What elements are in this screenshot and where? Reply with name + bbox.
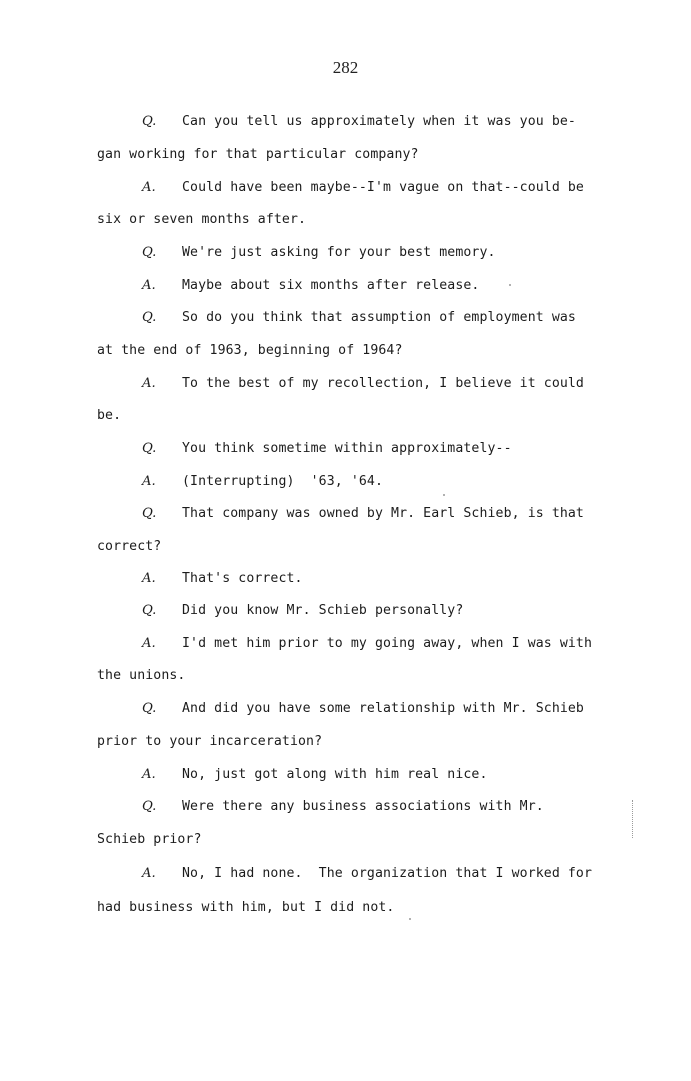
question-label: Q. [142,603,157,618]
answer-label: A. [142,474,156,489]
answer-label: A. [142,571,156,586]
answer-label: A. [142,866,156,881]
transcript-line: at the end of 1963, beginning of 1964? [97,343,403,358]
transcript-line: correct? [97,539,162,554]
transcript-line: prior to your incarceration? [97,734,323,749]
answer-label: A. [142,636,156,651]
transcript-line: had business with him, but I did not. [97,900,395,915]
speck [509,284,511,286]
transcript-line: I'd met him prior to my going away, when I was with [182,636,593,651]
transcript-line: Did you know Mr. Schieb personally? [182,603,464,618]
transcript-line: Maybe about six months after release. [182,278,480,293]
transcript-line: You think sometime within approximately-- [182,441,512,456]
transcript-line: the unions. [97,668,186,683]
answer-label: A. [142,376,156,391]
transcript-line: be. [97,408,122,423]
transcript-line: Could have been maybe--I'm vague on that--could be [182,180,584,195]
transcript-line: So do you think that assumption of employment was [182,310,576,325]
transcript-line: That's correct. [182,571,303,586]
question-label: Q. [142,701,157,716]
answer-label: A. [142,180,156,195]
transcript-line: To the best of my recollection, I believe it could [182,376,584,391]
transcript-line: That company was owned by Mr. Earl Schieb, is that [182,506,584,521]
speck [443,494,445,496]
margin-mark [632,800,634,838]
question-label: Q. [142,114,157,129]
speck [409,918,411,920]
question-label: Q. [142,310,157,325]
page-number: 282 [332,58,359,77]
transcript-line: No, I had none. The organization that I worked for [182,866,593,881]
transcript-line: six or seven months after. [97,212,307,227]
transcript-line: Were there any business associations with Mr. [182,799,544,814]
answer-label: A. [142,767,156,782]
question-label: Q. [142,506,157,521]
transcript-line: gan working for that particular company? [97,147,419,162]
question-label: Q. [142,245,157,260]
question-label: Q. [142,799,157,814]
transcript-line: (Interrupting) '63, '64. [182,474,383,489]
question-label: Q. [142,441,157,456]
transcript-line: Can you tell us approximately when it was you be- [182,114,576,129]
transcript-line: Schieb prior? [97,832,202,847]
transcript-line: And did you have some relationship with Mr. Schieb [182,701,584,716]
transcript-line: No, just got along with him real nice. [182,767,488,782]
transcript-line: We're just asking for your best memory. [182,245,496,260]
answer-label: A. [142,278,156,293]
